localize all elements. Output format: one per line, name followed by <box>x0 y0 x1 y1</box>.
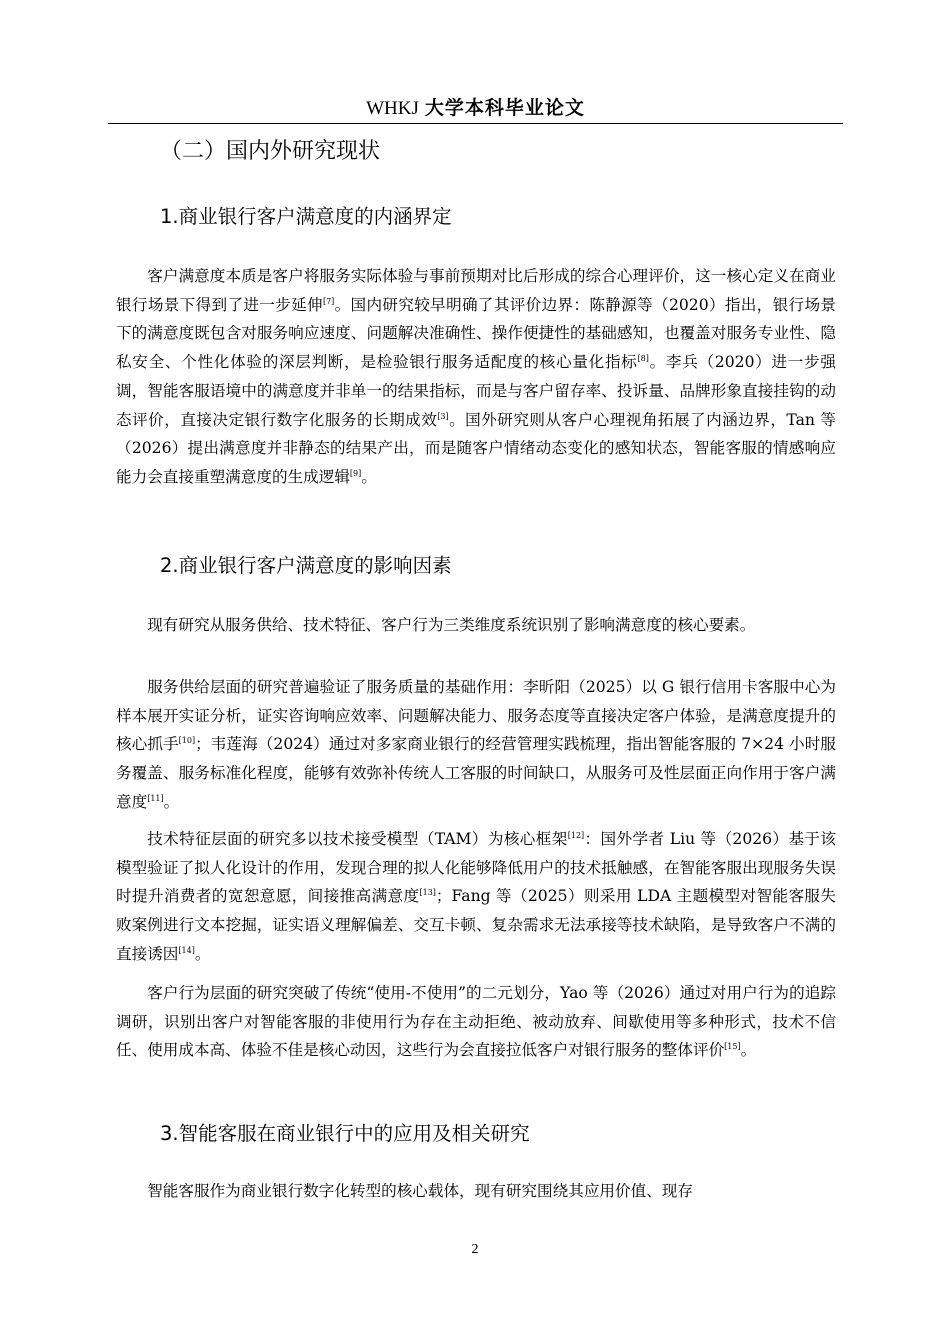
text-run: 现有研究从服务供给、技术特征、客户行为三类维度系统识别了影响满意度的核心要素。 <box>147 616 756 634</box>
text-run: ；韦莲海（2024）通过对多家商业银行的经营管理实践梳理，指出智能客服的 7×24 小时服务覆盖、服务标准化程度，能够有效弥补传统人工客服的时间缺口，从服务可及性层面正向作用于客户满意度 <box>116 735 836 811</box>
citation: [3] <box>437 411 449 421</box>
text-run: 。 <box>163 792 180 811</box>
paragraph-1 <box>116 262 836 492</box>
text-run: 。 <box>361 467 377 486</box>
citation: [10] <box>178 736 196 746</box>
citation: [8] <box>637 354 649 364</box>
section-heading: （二）国内外研究现状 <box>160 139 381 164</box>
text-run: 客户行为层面的研究突破了传统“使用-不使用”的二元划分，Yao 等（2026）通过对用户行为的追踪调研，识别出客户对智能客服的非使用行为存在主动拒绝、被动放弃、间歇使用等多种形式，技术不信任、使用成本高、体验不佳是核心动因，这些行为会直接拉低客户对银行服务的整体评价 <box>116 984 836 1060</box>
text-run: 智能客服作为商业银行数字化转型的核心载体，现有研究围绕其应用价值、现存 <box>147 1182 693 1200</box>
citation: [11] <box>147 793 164 803</box>
text-run: 。李兵（2020）进一步强调，智能客服语境中的满意度并非单一的结果指标，而是与客户留存率、投诉量、品牌形象直接挂钩的动态评价，直接决定银行数字化服务的长期成效 <box>116 353 836 429</box>
paragraph-2 <box>116 611 836 640</box>
header-latin-text: WHKJ <box>366 98 419 119</box>
paragraph-6 <box>116 1177 836 1206</box>
header-title: 大学本科毕业论文 <box>424 97 585 119</box>
text-run: ；Fang 等（2025）则采用 LDA 主题模型对智能客服失败案例进行文本挖掘，证实语义理解偏差、交互卡顿、复杂需求无法承接等技术缺陷，是导致客户不满的直接诱因 <box>116 887 836 963</box>
text-run: 服务供给层面的研究普遍验证了服务质量的基础作用：李昕阳（2025）以 G 银行信用卡客服中心为样本展开实证分析，证实咨询响应效率、问题解决能力、服务态度等直接决定客户体验，是满意度提升的核心抓手 <box>116 678 836 754</box>
subsection-heading-3: 3.智能客服在商业银行中的应用及相关研究 <box>160 1122 530 1145</box>
text-run: 客户满意度本质是客户将服务实际体验与事前预期对比后形成的综合心理评价，这一核心定义在商业银行场景下得到了进一步延伸 <box>116 267 836 314</box>
page-number: 2 <box>471 1242 479 1257</box>
subsection-heading-1: 1.商业银行客户满意度的内涵界定 <box>160 205 452 228</box>
citation: [14] <box>178 945 195 955</box>
text-run: 。 <box>194 944 211 963</box>
text-run: 。国内研究较早明确了其评价边界：陈静源等（2020）指出，银行场景下的满意度既包含对服务响应速度、问题解决准确性、操作便捷性的基础感知，也覆盖对服务专业性、隐私安全、个性化体验的深层判断，是检验银行服务适配度的核心量化指标 <box>116 295 836 372</box>
header-divider <box>108 123 843 124</box>
citation: [13] <box>419 888 436 898</box>
paragraph-3 <box>116 673 836 817</box>
citation: [15] <box>724 1042 741 1052</box>
text-run: 。 <box>740 1041 757 1060</box>
text-run: 技术特征层面的研究多以技术接受模型（TAM）为核心框架 <box>147 830 568 848</box>
citation: [7] <box>322 296 335 306</box>
text-run: 。国外研究则从客户心理视角拓展了内涵边界，Tan 等（2026）提出满意度并非静态的结果产出，而是随客户情绪动态变化的感知状态，智能客服的情感响应能力会直接重塑满意度的生成逻辑 <box>116 410 836 486</box>
citation: [9] <box>349 468 362 478</box>
paragraph-5 <box>116 979 836 1065</box>
text-run: ：国外学者 Liu 等（2026）基于该模型验证了拟人化设计的作用，发现合理的拟人化能够降低用户的技术抵触感，在智能客服出现服务失误时提升消费者的宽恕意愿，间接推高满意度 <box>116 830 837 906</box>
citation: [12] <box>567 831 585 840</box>
subsection-heading-2: 2.商业银行客户满意度的影响因素 <box>160 554 452 577</box>
page-header <box>108 94 843 122</box>
paragraph-4 <box>116 825 836 969</box>
